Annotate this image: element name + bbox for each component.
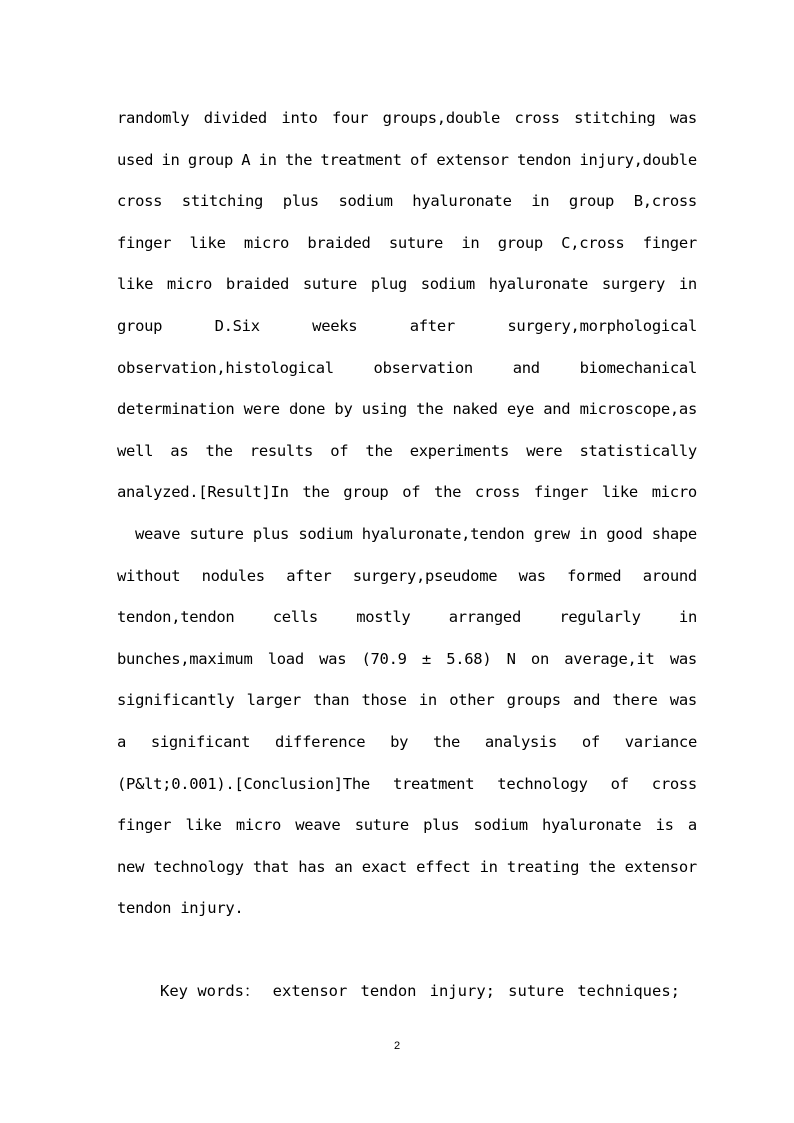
abstract-word: regularly: [559, 608, 641, 627]
abstract-word: suture: [189, 524, 244, 543]
abstract-word: analysis: [484, 732, 558, 751]
abstract-word: formed: [567, 566, 622, 585]
abstract-word: in: [678, 608, 697, 627]
abstract-word: suture: [388, 233, 444, 252]
abstract-word: statistically: [579, 441, 697, 460]
abstract-word: new: [117, 857, 145, 876]
abstract-word: 5.68): [446, 649, 492, 668]
abstract-word: extensor: [624, 857, 697, 876]
abstract-word: analyzed.[Result]In: [117, 483, 289, 502]
abstract-word: effect: [416, 857, 471, 876]
abstract-word: surgery,pseudome: [352, 566, 498, 585]
abstract-word: on: [530, 649, 549, 668]
abstract-line: [117, 433, 697, 475]
abstract-word: in: [579, 524, 598, 543]
abstract-word: finger: [642, 233, 697, 252]
abstract-word: the: [434, 483, 462, 502]
abstract-word: extensor: [436, 150, 509, 169]
abstract-word: surgery: [601, 275, 666, 294]
abstract-line: [117, 100, 697, 142]
abstract-word: finger: [117, 816, 172, 835]
abstract-word: sodium: [298, 524, 353, 543]
abstract-word: of: [610, 774, 629, 793]
abstract-word: of: [402, 483, 421, 502]
abstract-line: [117, 516, 697, 558]
abstract-word: stitching: [181, 192, 264, 211]
abstract-word: mostly: [356, 608, 411, 627]
abstract-word: the: [205, 441, 233, 460]
abstract-word: hyaluronate: [541, 816, 642, 835]
abstract-line: [117, 474, 697, 516]
abstract-word: tendon: [117, 899, 172, 918]
abstract-word: was: [669, 109, 697, 127]
abstract-line: [117, 350, 697, 392]
abstract-word: average,it: [564, 649, 655, 668]
abstract-line: [117, 890, 697, 932]
abstract-word: tendon: [516, 150, 572, 169]
abstract-word: like: [189, 233, 226, 252]
abstract-word: than: [313, 691, 350, 710]
abstract-word: the: [588, 857, 616, 876]
abstract-word: plus: [423, 816, 460, 835]
abstract-word: of: [330, 441, 349, 460]
abstract-word: treating: [506, 857, 580, 876]
keyword: suture: [508, 982, 565, 1000]
abstract-word: cross: [514, 109, 560, 127]
abstract-word: variance: [624, 732, 697, 751]
abstract-word: group: [568, 192, 615, 211]
abstract-word: finger: [533, 483, 589, 502]
abstract-word: A: [241, 150, 251, 169]
abstract-word: finger: [117, 233, 172, 252]
abstract-word: was: [319, 649, 347, 668]
abstract-word: grew: [533, 524, 570, 543]
abstract-line: [117, 391, 697, 433]
abstract-word: the: [416, 400, 444, 419]
abstract-word: load: [267, 649, 304, 668]
abstract-body: [117, 100, 697, 932]
abstract-word: biomechanical: [579, 358, 697, 377]
abstract-word: (70.9: [361, 649, 407, 668]
abstract-word: suture: [354, 816, 409, 835]
abstract-word: shape: [651, 524, 697, 543]
abstract-word: weave: [295, 816, 341, 835]
abstract-word: technology: [153, 857, 244, 876]
abstract-word: other: [449, 691, 495, 710]
abstract-word: in: [531, 192, 550, 211]
abstract-word: as: [170, 441, 189, 460]
abstract-word: larger: [246, 691, 301, 710]
abstract-word: good: [606, 524, 643, 543]
abstract-word: without: [117, 566, 181, 585]
abstract-word: difference: [274, 732, 366, 751]
abstract-word: experiments: [409, 441, 510, 460]
abstract-word: micro: [166, 275, 213, 294]
abstract-word: cells: [272, 608, 318, 627]
abstract-word: braided: [225, 275, 290, 294]
abstract-word: of: [410, 150, 429, 169]
keyword: tendon: [360, 982, 417, 1000]
abstract-word: group: [497, 233, 543, 252]
abstract-word: weeks: [312, 316, 358, 335]
abstract-word: treatment: [392, 774, 475, 793]
abstract-word: microscope,as: [579, 400, 697, 419]
abstract-word: treatment: [320, 150, 402, 169]
keywords-label: Key words：: [160, 982, 260, 1000]
abstract-word: N: [506, 649, 516, 668]
abstract-word: nodules: [201, 566, 265, 585]
abstract-word: micro: [235, 816, 282, 835]
abstract-word: cross: [651, 774, 697, 793]
abstract-word: and: [512, 358, 540, 377]
abstract-word: were: [526, 441, 563, 460]
abstract-line: [117, 183, 697, 225]
abstract-word: eye: [506, 400, 534, 419]
abstract-word: exact: [361, 857, 407, 876]
abstract-word: naked: [452, 400, 498, 419]
abstract-word: was: [518, 566, 546, 585]
abstract-word: were: [243, 400, 280, 419]
abstract-word: used: [117, 150, 154, 169]
abstract-word: group: [187, 150, 233, 169]
keywords-line: [160, 973, 680, 1009]
abstract-word: hyaluronate: [412, 192, 512, 211]
keyword: extensor: [272, 982, 348, 1000]
abstract-word: bunches,maximum: [117, 649, 253, 668]
abstract-word: arranged: [448, 608, 521, 627]
abstract-word: micro: [243, 233, 290, 252]
abstract-word: significant: [150, 732, 251, 751]
abstract-word: well: [117, 441, 154, 460]
abstract-word: those: [361, 691, 407, 710]
abstract-word: four: [332, 109, 369, 127]
abstract-word: plus: [282, 192, 319, 211]
abstract-word: and: [543, 400, 571, 419]
abstract-word: group: [117, 316, 163, 335]
abstract-line: [117, 599, 697, 641]
abstract-word: in: [678, 275, 697, 294]
abstract-word: has: [298, 857, 326, 876]
abstract-line: [117, 641, 697, 683]
abstract-word: (P&lt;0.001).[Conclusion]The: [117, 774, 370, 793]
abstract-word: weave: [135, 524, 181, 543]
abstract-word: into: [281, 109, 318, 127]
abstract-word: tendon,tendon: [117, 608, 235, 627]
abstract-word: and: [573, 691, 601, 710]
abstract-word: in: [479, 857, 498, 876]
abstract-word: there: [612, 691, 658, 710]
abstract-word: by: [390, 732, 409, 751]
abstract-word: injury.: [180, 899, 244, 918]
abstract-word: the: [302, 483, 330, 502]
abstract-word: plug: [370, 275, 407, 294]
abstract-word: results: [249, 441, 314, 460]
abstract-word: surgery,morphological: [507, 316, 697, 335]
keyword: techniques;: [577, 982, 680, 1000]
abstract-word: around: [642, 566, 697, 585]
abstract-line: [117, 266, 697, 308]
abstract-word: group: [343, 483, 389, 502]
abstract-word: the: [432, 732, 461, 751]
abstract-word: a: [687, 816, 697, 835]
abstract-line: [117, 682, 697, 724]
abstract-line: [117, 225, 697, 267]
abstract-word: injury,double: [579, 150, 697, 169]
abstract-word: by: [334, 400, 353, 419]
page-number: 2: [393, 1040, 401, 1052]
abstract-word: cross: [474, 483, 521, 502]
abstract-word: micro: [651, 483, 697, 502]
abstract-word: sodium: [473, 816, 528, 835]
abstract-word: after: [409, 316, 455, 335]
abstract-word: in: [258, 150, 277, 169]
abstract-word: ±: [421, 649, 431, 668]
abstract-word: the: [285, 150, 313, 169]
abstract-word: of: [581, 732, 600, 751]
abstract-word: was: [669, 649, 697, 668]
abstract-word: randomly: [117, 109, 190, 127]
abstract-word: hyaluronate,tendon: [361, 524, 525, 543]
abstract-word: using: [361, 400, 407, 419]
abstract-word: braided: [307, 233, 371, 252]
abstract-word: plus: [252, 524, 290, 543]
abstract-word: groups: [506, 691, 561, 710]
abstract-word: hyaluronate: [488, 275, 589, 294]
abstract-word: C,cross: [561, 233, 625, 252]
abstract-word: sodium: [338, 192, 393, 211]
abstract-line: [117, 724, 697, 766]
abstract-word: technology: [497, 774, 588, 793]
abstract-word: suture: [302, 275, 358, 294]
abstract-word: in: [418, 691, 437, 710]
abstract-line: [117, 308, 697, 350]
abstract-word: like: [185, 816, 222, 835]
abstract-word: the: [365, 441, 393, 460]
abstract-word: observation: [373, 358, 473, 377]
abstract-word: done: [289, 400, 326, 419]
abstract-word: sodium: [420, 275, 475, 294]
abstract-word: significantly: [117, 691, 235, 710]
abstract-line: [117, 142, 697, 184]
abstract-word: divided: [203, 109, 267, 127]
abstract-word: after: [286, 566, 332, 585]
abstract-line: [117, 766, 697, 808]
abstract-word: a: [117, 732, 127, 751]
abstract-word: like: [601, 483, 638, 502]
abstract-word: that: [252, 857, 289, 876]
abstract-word: an: [334, 857, 353, 876]
abstract-word: like: [117, 275, 154, 294]
abstract-line: [117, 849, 697, 891]
abstract-line: [117, 807, 697, 849]
abstract-line: [117, 558, 697, 600]
abstract-word: was: [669, 691, 697, 710]
abstract-word: observation,histological: [117, 358, 334, 377]
keyword: injury;: [429, 982, 495, 1000]
abstract-word: in: [461, 233, 480, 252]
abstract-word: determination: [117, 400, 235, 419]
abstract-word: B,cross: [633, 192, 697, 211]
abstract-word: cross: [117, 192, 163, 211]
abstract-word: in: [161, 150, 180, 169]
abstract-word: D.Six: [214, 316, 260, 335]
abstract-word: stitching: [574, 109, 656, 127]
abstract-word: groups,double: [382, 109, 501, 127]
abstract-word: is: [655, 816, 674, 835]
